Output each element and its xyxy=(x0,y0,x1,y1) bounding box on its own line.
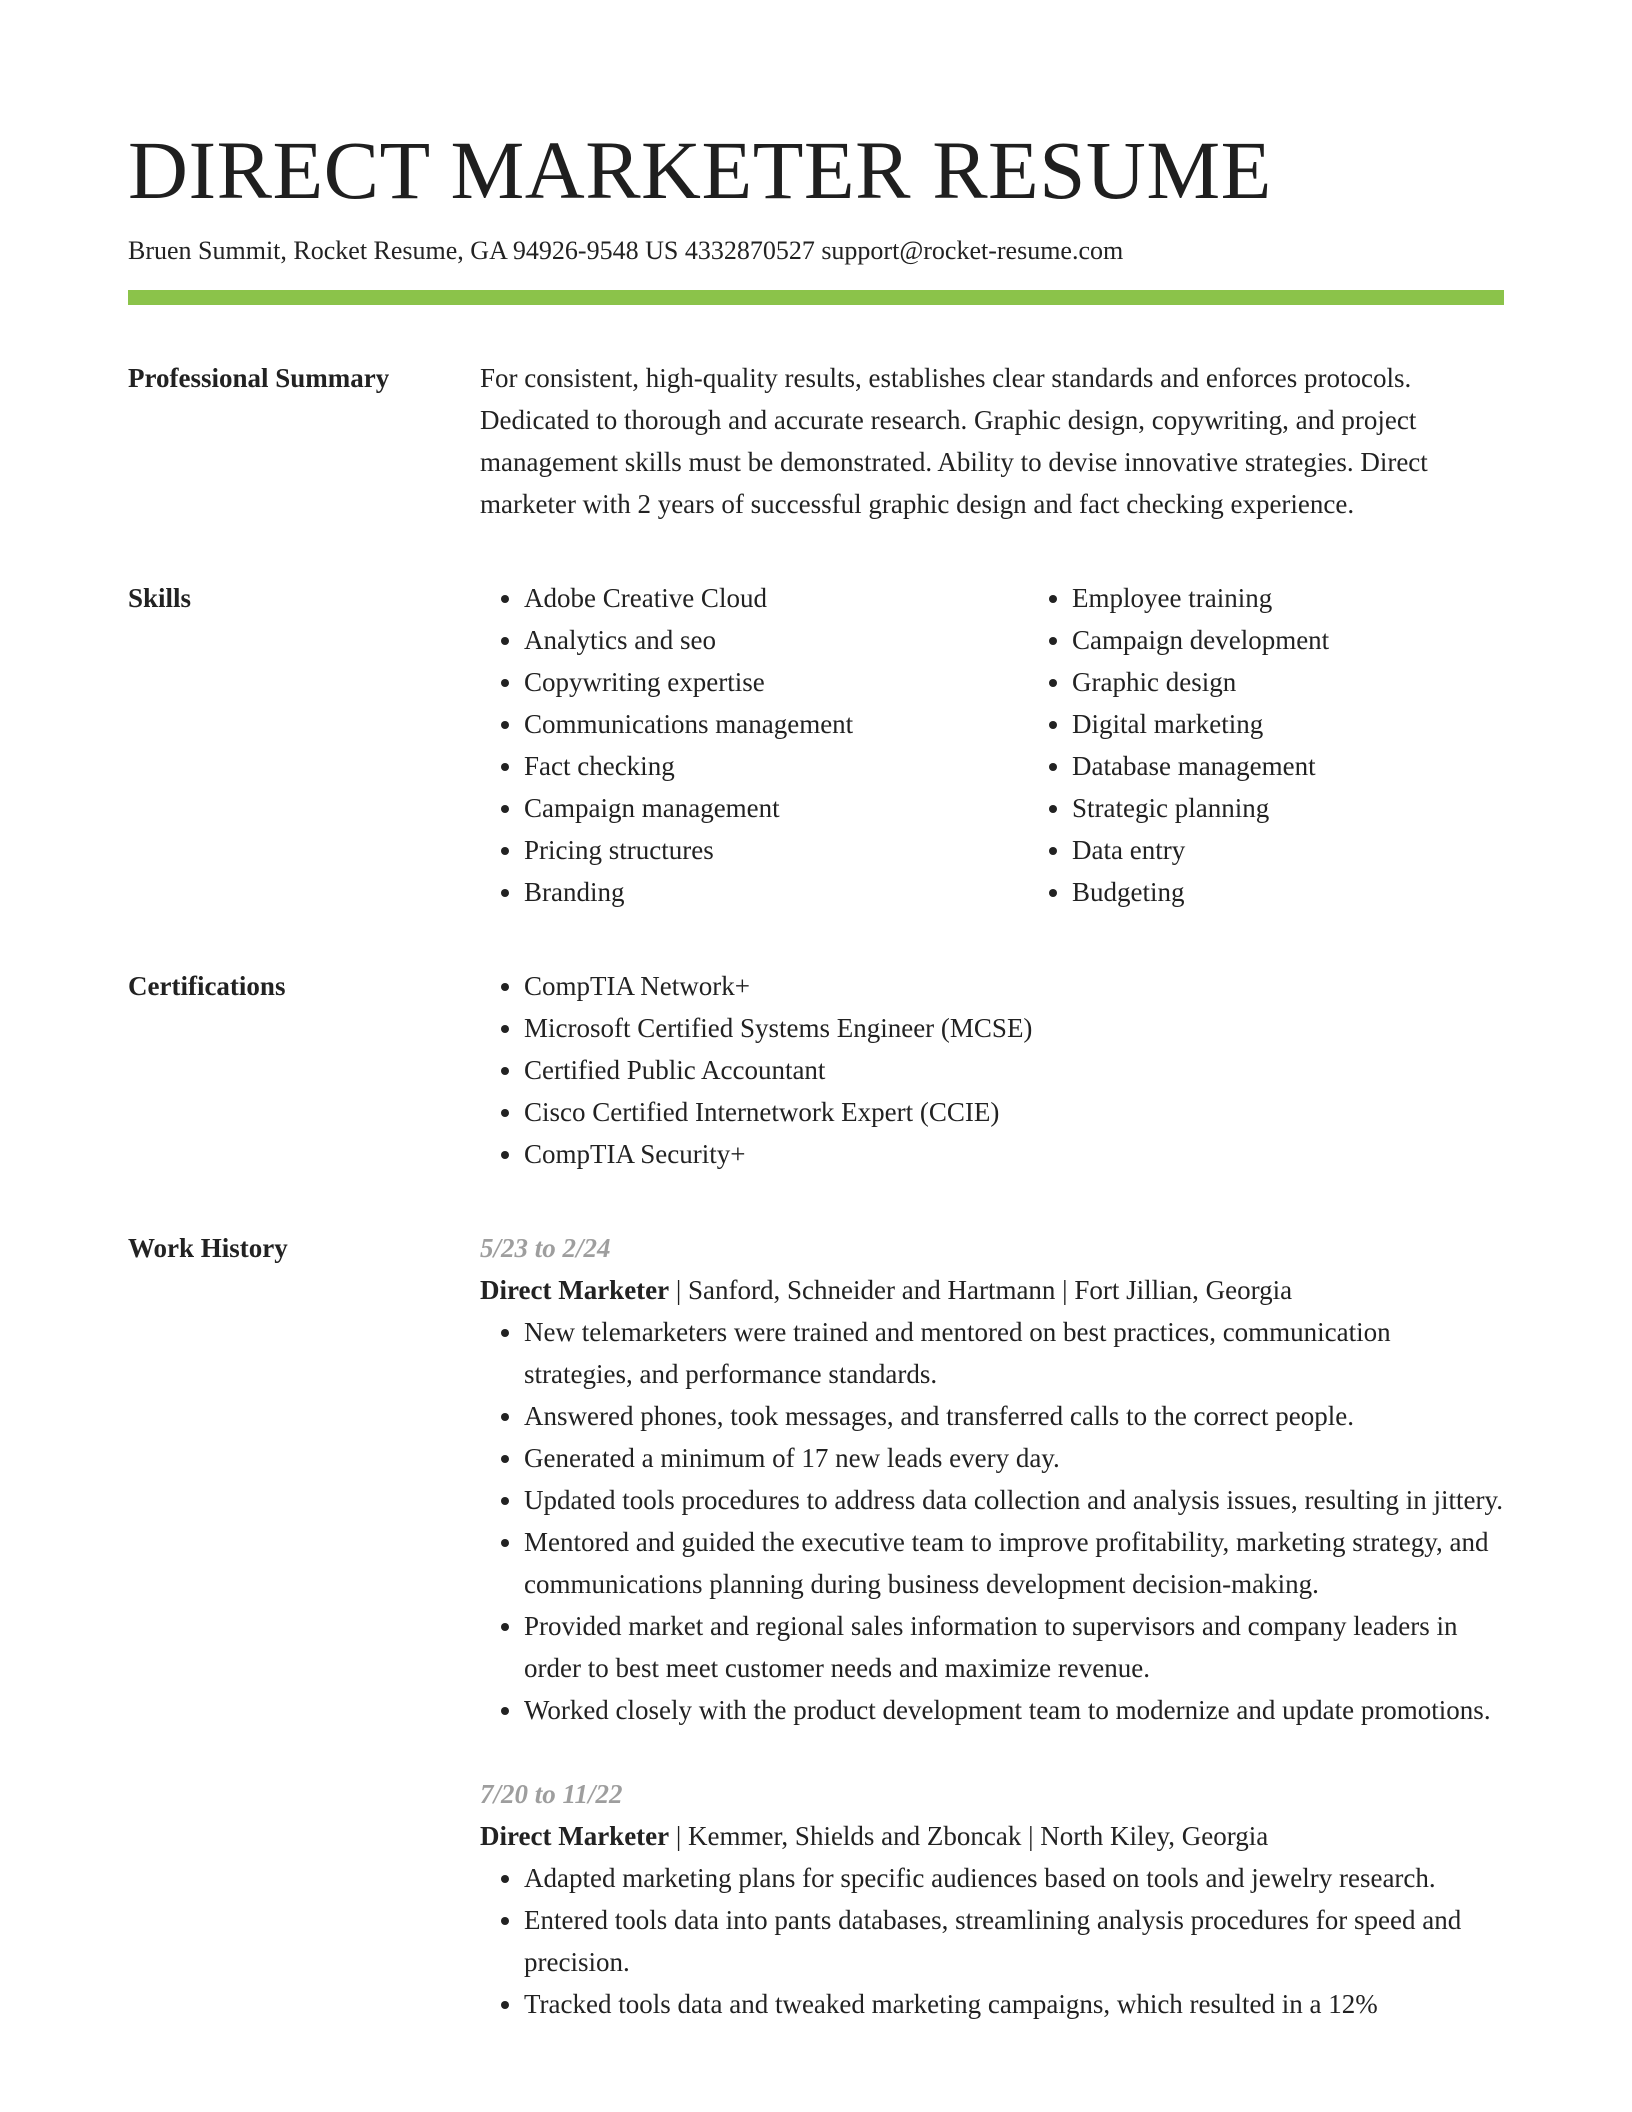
job-bullets xyxy=(480,1857,1504,2025)
skill-item: • Campaign management xyxy=(524,787,1028,829)
certification-item: • Certified Public Accountant xyxy=(524,1049,1504,1091)
job-dates: 5/23 to 2/24 xyxy=(480,1233,611,1263)
skill-item: • Database management xyxy=(1072,745,1329,787)
job-title: Direct Marketer xyxy=(480,1275,670,1305)
skill-item: • Copywriting expertise xyxy=(524,661,1028,703)
skill-item: • Communications management xyxy=(524,703,1028,745)
skill-item: • Budgeting xyxy=(1072,871,1329,913)
resume-title: DIRECT MARKETER RESUME xyxy=(128,124,1272,216)
job-employer-location: | Kemmer, Shields and Zboncak | North Kiley, Georgia xyxy=(669,1821,1269,1851)
job-bullet: • Entered tools data into pants databases, streamlining analysis procedures for speed and precision. xyxy=(524,1899,1504,1983)
skill-item: • Branding xyxy=(524,871,1028,913)
work-history-section xyxy=(128,1227,1504,2025)
section-heading: Work History xyxy=(128,1233,288,1263)
skill-item: • Data entry xyxy=(1072,829,1329,871)
job-bullet: • Tracked tools data and tweaked marketing campaigns, which resulted in a 12% xyxy=(524,1983,1504,2025)
job-title: Direct Marketer xyxy=(480,1821,670,1851)
job-heading xyxy=(480,1269,1504,1311)
certifications-section xyxy=(128,965,1504,1175)
skill-item: • Adobe Creative Cloud xyxy=(524,577,1028,619)
skills-section xyxy=(128,577,1504,913)
section-heading: Skills xyxy=(128,583,192,613)
skill-item: • Fact checking xyxy=(524,745,1028,787)
certification-item: • Cisco Certified Internetwork Expert (CCIE) xyxy=(524,1091,1504,1133)
skill-item: • Pricing structures xyxy=(524,829,1028,871)
skill-item: • Analytics and seo xyxy=(524,619,1028,661)
job-bullet: • Updated tools procedures to address data collection and analysis issues, resulting in jittery. xyxy=(524,1479,1504,1521)
job-bullet: • Provided market and regional sales information to supervisors and company leaders in order to best meet customer needs and maximize revenue. xyxy=(524,1605,1504,1689)
skill-item: • Strategic planning xyxy=(1072,787,1329,829)
job-bullet: • Answered phones, took messages, and transferred calls to the correct people. xyxy=(524,1395,1504,1437)
certifications-list xyxy=(480,965,1504,1175)
certification-item: • Microsoft Certified Systems Engineer (MCSE) xyxy=(524,1007,1504,1049)
job-entry xyxy=(480,1227,1504,1731)
job-bullet: • New telemarketers were trained and mentored on best practices, communication strategies, and performance standards. xyxy=(524,1311,1504,1395)
certification-item: • CompTIA Network+ xyxy=(524,965,1504,1007)
skills-list-right xyxy=(1028,577,1329,913)
skills-list-left xyxy=(480,577,1028,913)
contact-info: Bruen Summit, Rocket Resume, GA 94926-9548 US 4332870527 support@rocket-resume.com xyxy=(128,236,1124,265)
job-dates: 7/20 to 11/22 xyxy=(480,1779,623,1809)
job-bullet: • Adapted marketing plans for specific audiences based on tools and jewelry research. xyxy=(524,1857,1504,1899)
certification-item: • CompTIA Security+ xyxy=(524,1133,1504,1175)
resume-page xyxy=(128,120,1504,2025)
job-entry xyxy=(480,1773,1504,2025)
section-heading: Professional Summary xyxy=(128,363,390,393)
skill-item: • Graphic design xyxy=(1072,661,1329,703)
header-divider xyxy=(128,290,1504,305)
skill-item: • Campaign development xyxy=(1072,619,1329,661)
skill-item: • Digital marketing xyxy=(1072,703,1329,745)
job-employer-location: | Sanford, Schneider and Hartmann | Fort Jillian, Georgia xyxy=(669,1275,1293,1305)
summary-section xyxy=(128,357,1504,525)
summary-text: For consistent, high-quality results, establishes clear standards and enforces protocols. Dedicated to thorough and accurate research. Graphic design, copywriting, and project management skills must be demonstrated. Ability to devise innovative strategies. Direct marketer with 2 years of successful graphic design and fact checking experience. xyxy=(480,363,1428,519)
job-bullets xyxy=(480,1311,1504,1731)
job-bullet: • Mentored and guided the executive team to improve profitability, marketing strategy, and communications planning during business development decision-making. xyxy=(524,1521,1504,1605)
job-heading xyxy=(480,1815,1504,1857)
skill-item: • Employee training xyxy=(1072,577,1329,619)
section-heading: Certifications xyxy=(128,971,286,1001)
job-bullet: • Worked closely with the product development team to modernize and update promotions. xyxy=(524,1689,1504,1731)
job-bullet: • Generated a minimum of 17 new leads every day. xyxy=(524,1437,1504,1479)
